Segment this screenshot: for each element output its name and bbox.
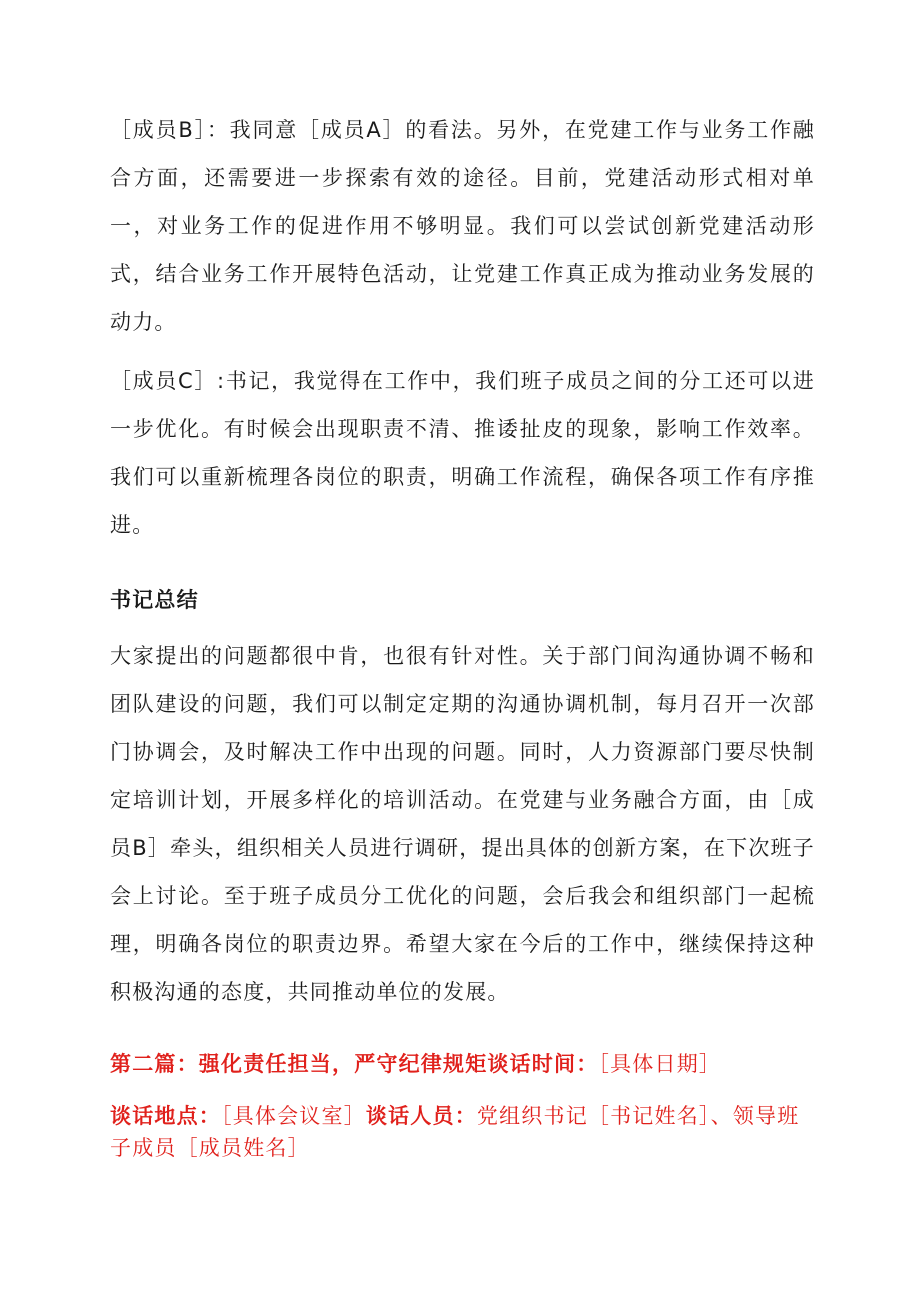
talk-place-value: ［具体会议室］ <box>221 1104 366 1128</box>
section2-title-line <box>110 1040 830 1088</box>
talk-people-label: 谈话人员： <box>365 1104 477 1128</box>
talk-time-value: ［具体日期］ <box>598 1052 722 1076</box>
talk-place-label: 谈话地点： <box>110 1104 221 1128</box>
paragraph-summary: 大家提出的问题都很中肯，也很有针对性。关于部门间沟通协调不畅和团队建设的问题，我们可以制定定期的沟通协调机制，每月召开一次部门协调会，及时解决工作中出现的问题。同时，人力资源部门要尽快制定培训计划，开展多样化的培训活动。在党建与业务融合方面，由［成员B］牵头，组织相关人员进行调研，提出具体的创新方案，在下次班子会上讨论。至于班子成员分工优化的问题，会后我会和组织部门一起梳理，明确各岗位的职责边界。希望大家在今后的工作中，继续保持这种积极沟通的态度，共同推动单位的发展。 <box>110 644 815 1004</box>
paragraph-member-b: ［成员B］：我同意［成员A］的看法。另外，在党建工作与业务工作融合方面，还需要进一步探索有效的途径。目前，党建活动形式相对单一，对业务工作的促进作用不够明显。我们可以尝试创新党建活动形式，结合业务工作开展特色活动，让党建工作真正成为推动业务发展的动力。 <box>110 118 815 334</box>
section2-title: 第二篇：强化责任担当，严守纪律规矩 <box>110 1052 488 1076</box>
paragraph-member-c: ［成员C］:书记，我觉得在工作中，我们班子成员之间的分工还可以进一步优化。有时候会出现职责不清、推诿扯皮的现象，影响工作效率。我们可以重新梳理各岗位的职责，明确工作流程，确保各项工作有序推进。 <box>110 369 815 537</box>
section-heading-summary: 书记总结 <box>110 588 199 612</box>
talk-time-label: 谈话时间： <box>487 1052 599 1076</box>
section2-meta <box>110 1100 815 1164</box>
talk-people-value: 党组织书记［书记姓名］、领导班子成员［成员姓名］ <box>110 1104 800 1160</box>
